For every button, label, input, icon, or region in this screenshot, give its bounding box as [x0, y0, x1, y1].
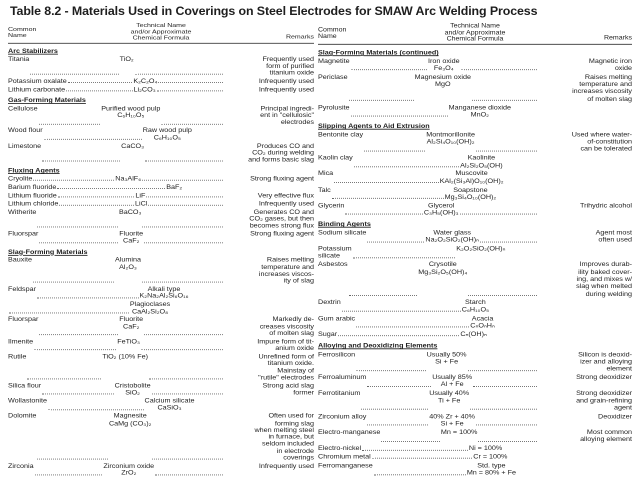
material-formula: Alkali type K₂Na₂Al₂Si₆O₁₆ [139, 285, 189, 300]
leader-dots [349, 73, 414, 100]
material-common-name: Periclase [318, 72, 348, 81]
leader-dots [342, 299, 461, 312]
material-remarks: Produces CO and CO₂ during welding and forms basic slag [248, 141, 315, 164]
material-common-name: Dolomite [8, 412, 37, 420]
table-row [8, 184, 314, 191]
leader-dots [476, 131, 537, 151]
material-remarks [610, 331, 632, 338]
leader-dots [470, 390, 537, 410]
leader-dots [512, 104, 609, 117]
leader-dots [157, 86, 223, 91]
material-remarks: Infrequently used [258, 461, 314, 470]
material-common-name: Lithium fluoride [8, 191, 57, 199]
leader-dots [461, 58, 537, 71]
material-common-name: Lithium carbonate [8, 85, 66, 93]
leader-dots [367, 374, 431, 387]
table-row [8, 192, 314, 199]
leader-dots [37, 413, 108, 460]
material-common-name: Cellulose [8, 104, 38, 113]
material-formula: Purified wood pulp C₆H₁₀O₅ [101, 104, 161, 119]
material-common-name: Fluorspar [8, 229, 39, 238]
leader-dots [473, 374, 537, 387]
table-row [318, 131, 632, 153]
leader-dots [33, 257, 114, 283]
right-column-body [318, 48, 632, 476]
material-formula: Muscovite KAl₂(Si₃Al)O₁₀(OH)₂ [439, 169, 504, 185]
leader-dots [37, 209, 118, 228]
material-remarks: Magnetic iron oxide [588, 56, 632, 72]
material-remarks: Frequently used form of purified titanium oxide [262, 55, 315, 77]
material-formula: Alumina Al₂O₃ [115, 255, 141, 271]
material-formula: Water glass Na₂O₂SiO₂(OH)ₙ [425, 228, 479, 244]
table-row [8, 209, 314, 230]
table-row [8, 127, 314, 141]
material-formula: Li₂CO₃ [133, 85, 156, 93]
table-row [8, 383, 314, 397]
material-formula: BaF₂ [166, 183, 183, 191]
material-common-name: Dextrin [318, 298, 341, 306]
material-common-name: Witherite [8, 207, 37, 216]
material-remarks: Silicon is deoxid- izer and alloying element [578, 349, 633, 373]
material-common-name: Sugar [318, 329, 338, 338]
leader-dots [135, 56, 223, 75]
material-remarks: Markedly de- creases viscosity of molten slag [259, 315, 315, 337]
leader-dots [141, 338, 223, 350]
table-row [8, 463, 314, 477]
table-row [318, 413, 632, 428]
material-common-name: Pyrolusite [318, 102, 350, 111]
leader-dots [171, 301, 291, 313]
table-row [318, 390, 632, 412]
material-remarks [610, 245, 632, 260]
table-row [318, 154, 632, 169]
table-row [8, 231, 314, 245]
table-row [8, 200, 314, 207]
leader-dots [145, 143, 223, 162]
leader-dots [30, 56, 118, 75]
leader-dots [362, 445, 468, 451]
leader-dots [39, 231, 118, 243]
material-common-name: Potassium silicate [318, 244, 352, 260]
material-remarks: Improves durab- ility baked cover- ing, and mixes w/ slag when melted during welding [576, 260, 633, 298]
leader-dots [356, 351, 425, 371]
header-technical-name: Technical Name and/or Approximate Chemical Formula [444, 22, 506, 43]
material-formula: LiF [135, 191, 146, 199]
material-common-name: Lithium chloride [8, 199, 59, 208]
material-common-name: Limestone [8, 141, 42, 150]
leader-dots [33, 176, 114, 181]
material-common-name: Titania [8, 55, 30, 63]
section-heading: Slipping Agents to Aid Extrusion [318, 121, 430, 130]
leader-dots [472, 73, 537, 100]
leader-dots [478, 429, 537, 442]
material-formula: Manganese dioxide MnO₂ [448, 102, 511, 119]
material-remarks [610, 104, 632, 119]
leader-dots [332, 186, 444, 199]
leader-dots [161, 105, 223, 124]
table-row [8, 301, 314, 315]
material-common-name: Chromium metal [318, 452, 371, 461]
leader-dots [503, 445, 609, 451]
leader-dots [508, 453, 609, 459]
material-remarks: Raises melting temperature and increases viscos- ity of slag [258, 255, 315, 285]
material-formula: Magnesium oxide MgO [414, 72, 471, 88]
leader-dots [480, 229, 537, 242]
material-formula: Soapstone Mg₃Si₄O₁₀(OH)₂ [444, 185, 497, 201]
material-formula: Cr = 100% [473, 452, 508, 461]
material-remarks: Generates CO and CO₂ gases, but then becomes strong flux [249, 207, 315, 230]
section-heading: Alloying and Deoxidizing Elements [318, 341, 438, 350]
material-common-name: Zirconium alloy [318, 412, 367, 421]
material-remarks: Most common alloying element [580, 428, 633, 444]
leader-dots [193, 127, 291, 139]
leader-dots [468, 351, 537, 371]
material-remarks [292, 286, 314, 300]
leader-dots [364, 131, 425, 151]
material-common-name: Cryolite [8, 174, 33, 183]
table-row [8, 354, 314, 382]
leader-dots [37, 286, 139, 298]
material-remarks: Strong fluxing agent [250, 229, 315, 238]
leader-dots [189, 286, 291, 298]
material-formula: Magnesite CaMg (CO₃)₂ [108, 412, 152, 427]
leader-dots [149, 354, 223, 380]
leader-dots [158, 78, 223, 83]
material-formula: Zirconium oxide ZrO₂ [103, 461, 155, 477]
material-common-name: Electro-manganese [318, 428, 381, 436]
material-formula: Glycerol C₃H₅(OH)₃ [423, 201, 459, 217]
material-common-name: Magnetite [318, 56, 350, 65]
leader-dots [152, 413, 223, 460]
leader-dots [9, 301, 129, 313]
leader-dots [353, 245, 456, 258]
material-remarks: Strong fluxing agent [250, 174, 315, 183]
material-common-name: Ilmenite [8, 337, 34, 346]
material-remarks: Strong deoxidizer [576, 373, 633, 381]
material-common-name: Talc [318, 185, 331, 194]
header-common-name: Common Name [318, 27, 347, 40]
material-common-name: Electro-nickel [318, 443, 362, 452]
leader-dots [334, 170, 439, 183]
leader-dots [152, 383, 223, 395]
right-column [318, 22, 632, 477]
table-row [8, 413, 314, 461]
table-row [318, 462, 632, 477]
material-common-name: Zirconia [8, 461, 34, 470]
section-heading: Arc Stabilizers [8, 47, 58, 55]
material-formula: Acacia CₙOₙHₙ [470, 313, 495, 330]
leader-dots [468, 261, 537, 296]
material-formula: Fluorite CaF₂ [119, 315, 144, 330]
leader-dots [504, 154, 609, 167]
table-row [8, 398, 314, 412]
material-remarks [610, 453, 632, 460]
leader-dots [142, 209, 223, 228]
leader-dots [27, 354, 101, 380]
leader-dots [48, 398, 144, 410]
material-common-name: Ferrosilicon [318, 349, 356, 358]
material-formula: Cristobolite SiO₂ [114, 381, 151, 397]
material-formula: BaCO₃ [118, 207, 142, 216]
material-formula: Mn = 100% [440, 428, 478, 436]
material-formula: Usually 40% Ti + Fe [429, 388, 470, 405]
material-remarks [610, 170, 632, 185]
table-row [318, 453, 632, 460]
material-common-name: Bauxite [8, 255, 32, 264]
material-formula: Plagioclases CaAl₂Si₂O₈ [129, 300, 171, 315]
left-column [8, 22, 314, 477]
material-formula: 40% Zr + 40% Si + Fe [429, 412, 476, 428]
material-common-name: Gum arabic [318, 313, 356, 322]
material-common-name: Feldspar [8, 285, 36, 293]
material-common-name: Mica [318, 169, 334, 178]
leader-dots [42, 383, 113, 395]
header-common-name: Common Name [8, 26, 37, 40]
table-row [318, 331, 632, 338]
material-common-name: Barium fluoride [8, 183, 57, 191]
table-row [8, 286, 314, 300]
material-remarks [610, 445, 632, 452]
material-formula: FeTiO₃ [117, 337, 140, 346]
material-formula: Cₙ(OH)ₙ [460, 329, 487, 338]
material-common-name: Silica flour [8, 381, 42, 390]
material-formula: LiCl [134, 199, 148, 208]
section-heading: Slag-Forming Materials [8, 247, 88, 256]
table-row [8, 176, 314, 183]
material-remarks: Unrefined form of titanium oxide. Mainstay of "rutile" electrodes [258, 352, 315, 381]
leader-dots [57, 184, 165, 189]
material-remarks [292, 398, 314, 412]
material-formula: Iron oxide Fe₃O₄ [428, 56, 460, 72]
leader-dots [496, 315, 609, 328]
table-row [318, 202, 632, 217]
material-remarks: Very effective flux [257, 191, 314, 199]
material-common-name: Potassium oxalate [8, 77, 67, 85]
leader-dots [68, 78, 133, 83]
leader-dots [356, 315, 469, 328]
leader-dots [372, 453, 473, 459]
material-common-name: Glycerin [318, 201, 345, 210]
header-technical-name: Technical Name and/or Approximate Chemical Formula [130, 22, 192, 42]
material-formula: K₂C₂O₄ [133, 77, 158, 85]
right-column-header [318, 22, 632, 45]
material-formula: Na₃AlF₆ [115, 174, 142, 183]
leader-dots [367, 229, 424, 242]
material-common-name: Sodium silicate [318, 228, 367, 237]
leader-dots [39, 316, 118, 335]
material-formula: Crysotile Mg₃Si₂O₅(OH)₄ [418, 260, 468, 276]
material-formula: K₂O₂SiO₂(OH)ₙ [456, 244, 506, 253]
leader-dots [506, 245, 609, 258]
leader-dots [39, 105, 101, 124]
leader-dots [66, 86, 132, 91]
leader-dots [476, 413, 537, 426]
table-row [8, 316, 314, 337]
material-common-name: Asbestos [318, 260, 348, 269]
leader-dots [351, 104, 448, 117]
material-remarks: Infrequently used [258, 85, 315, 93]
section-heading: Gas-Forming Materials [8, 96, 86, 105]
leader-dots [142, 257, 223, 283]
material-common-name: Ferromanganese [318, 461, 373, 470]
material-formula: Usually 50% Si + Fe [426, 349, 467, 365]
leader-dots [142, 176, 223, 181]
leader-dots [183, 184, 291, 189]
leader-dots [497, 186, 609, 199]
material-formula: Montmorillonite Al₂Si₄O₁₀(OH)₂ [426, 130, 475, 146]
table-row [318, 445, 632, 452]
table-row [318, 351, 632, 373]
leader-dots [354, 154, 459, 167]
material-formula: Ni = 100% [468, 443, 503, 452]
leader-dots [42, 143, 120, 162]
material-remarks: Infrequently used [258, 199, 315, 208]
material-formula: CaCO₃ [121, 141, 145, 150]
left-column-header [8, 22, 314, 44]
section-heading: Fluxing Agents [8, 166, 60, 175]
material-remarks [610, 299, 632, 314]
table-row [318, 73, 632, 102]
material-common-name: Rutile [8, 352, 27, 361]
table-row [8, 56, 314, 77]
leader-dots [505, 170, 610, 183]
leader-dots [338, 331, 459, 337]
material-formula: Raw wood pulp C₆H₁₀O₅ [142, 126, 192, 142]
table-row [8, 143, 314, 164]
table-row [318, 245, 632, 260]
material-common-name: Wood flour [8, 126, 43, 135]
material-remarks: Infrequently used [258, 77, 315, 85]
material-common-name: Bentonite clay [318, 130, 364, 139]
leader-dots [34, 338, 116, 350]
material-remarks: Trihydric alcohol [579, 201, 633, 210]
material-formula: Std. type Mn = 80% + Fe [466, 461, 516, 477]
material-remarks [292, 301, 314, 315]
leader-dots [195, 398, 291, 410]
table-row [8, 86, 314, 93]
table-row [8, 78, 314, 85]
material-remarks: Deoxidizer [598, 412, 632, 421]
leader-dots [374, 462, 466, 475]
section-heading: Slag-Forming Materials (continued) [318, 48, 439, 57]
material-formula: Calcium silicate CaSiO₃ [144, 396, 195, 412]
material-remarks [610, 462, 632, 477]
material-remarks: Strong acid slag former [262, 381, 315, 397]
leader-dots [144, 316, 223, 335]
leader-dots [155, 463, 223, 475]
material-common-name: Kaolin clay [318, 153, 353, 162]
material-formula: TiO₂ [119, 55, 134, 63]
table-row [318, 299, 632, 314]
material-remarks: Impure form of tit- anium oxide [257, 337, 314, 352]
table-row [318, 229, 632, 244]
material-remarks [610, 186, 632, 201]
table-row [318, 429, 632, 444]
table-row [318, 315, 632, 330]
material-remarks [292, 127, 314, 141]
material-remarks: Often used for forming slag when melting steel in furnace, but seldom included in electrode coverings [254, 412, 314, 462]
header-remarks: Remarks [285, 34, 314, 41]
table-row [8, 338, 314, 352]
material-formula: Usually 85% Al + Fe [432, 373, 473, 389]
table-row [318, 374, 632, 389]
leader-dots [361, 390, 428, 410]
leader-dots [58, 192, 135, 197]
material-remarks [610, 154, 632, 169]
material-common-name: Fluorspar [8, 315, 39, 323]
material-remarks: Strong deoxidizer and grain-refining agent [576, 388, 633, 412]
leader-dots [349, 261, 418, 296]
header-remarks: Remarks [603, 35, 632, 42]
leader-dots [488, 331, 609, 337]
leader-dots [351, 58, 427, 71]
table-row [318, 104, 632, 119]
section-heading: Binding Agents [318, 220, 371, 228]
material-common-name: Ferroaluminum [318, 373, 367, 381]
material-remarks [610, 315, 632, 330]
material-formula: Starch C₆H₁₀O₅ [461, 298, 489, 314]
material-remarks: Agent most often used [595, 228, 632, 244]
leader-dots [517, 462, 609, 475]
table-row [318, 170, 632, 185]
leader-dots [144, 231, 223, 243]
table-row [318, 58, 632, 73]
material-formula: Kaolinite Al₂Si₂O₅(OH) [460, 153, 503, 169]
leader-dots [381, 429, 440, 442]
leader-dots [367, 413, 428, 426]
leader-dots [44, 127, 142, 139]
material-remarks: Used where water- of-constitution can be tolerated [571, 130, 633, 153]
leader-dots [460, 202, 537, 215]
table-row [318, 186, 632, 201]
leader-dots [146, 192, 223, 197]
material-formula: Fluorite CaF₂ [119, 229, 144, 245]
table-row [8, 257, 314, 285]
leader-dots [35, 463, 103, 475]
material-remarks [292, 184, 314, 191]
material-remarks: Raises melting temperature and increases viscosity of molten slag [572, 72, 632, 103]
material-common-name: Wollastonite [8, 396, 48, 405]
material-remarks: Principal ingredi- ent in "cellulosic" electrodes [260, 104, 314, 126]
material-formula: TiO₂ (10% Fe) [102, 352, 149, 361]
leader-dots [490, 299, 609, 312]
table-row [318, 261, 632, 297]
table-row [8, 105, 314, 126]
leader-dots [148, 200, 223, 205]
leader-dots [59, 200, 134, 205]
material-common-name: Ferrotitanium [318, 388, 361, 397]
table-title: Table 8.2 - Materials Used in Coverings on Steel Electrodes for SMAW Arc Welding Process [10, 4, 538, 18]
leader-dots [345, 202, 422, 215]
left-column-body [8, 47, 314, 477]
